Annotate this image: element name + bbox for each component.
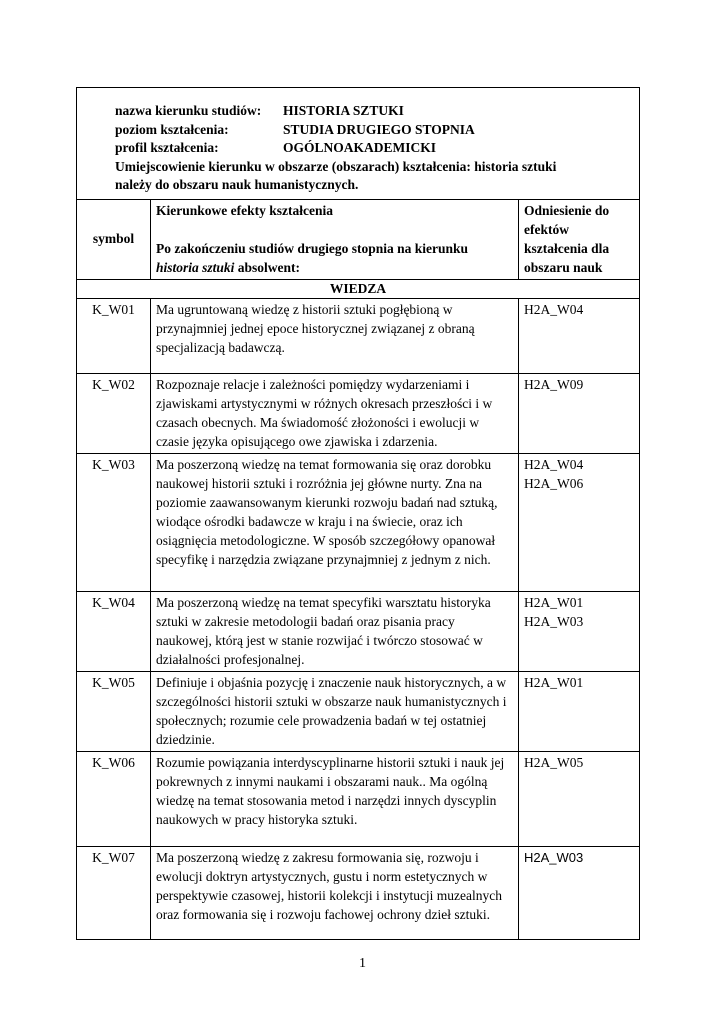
field-of-study-label: nazwa kierunku studiów: [115, 103, 262, 118]
row-symbol: K_W06 [77, 751, 151, 846]
reference-code: H2A_W04 [524, 456, 584, 472]
reference-code: H2A_W09 [524, 376, 584, 392]
symbol-column-header: symbol [77, 199, 151, 279]
learning-outcomes-table [76, 87, 640, 940]
page-number: 1 [359, 956, 366, 971]
row-symbol: K_W01 [77, 298, 151, 373]
reference-code: H2A_W06 [524, 475, 584, 491]
reference-code: H2A_W04 [524, 301, 584, 317]
effects-title: Kierunkowe efekty kształcenia [156, 202, 333, 218]
effects-column-header [151, 199, 519, 279]
header-row [77, 88, 640, 200]
row-symbol: K_W02 [77, 373, 151, 453]
section-row [77, 279, 640, 298]
section-heading: WIEDZA [77, 279, 640, 298]
row-references [519, 751, 640, 846]
row-references [519, 591, 640, 671]
reference-code: H2A_W03 [524, 613, 584, 629]
row-effect-text: Ma poszerzoną wiedzę na temat specyfiki warsztatu historyka sztuki w zakresie metodologii badań oraz pisania pracy naukowej, którą jest w stanie rozwijać i twórczo stosować w działalności profesjonalnej. [151, 591, 519, 671]
row-symbol: K_W03 [77, 453, 151, 591]
reference-code: H2A_W01 [524, 674, 584, 690]
field-of-study-value: HISTORIA SZTUKI [283, 103, 404, 118]
table-row [77, 373, 640, 453]
row-effect-text: Ma ugruntowaną wiedzę z historii sztuki pogłębioną w przynajmniej jednej epoce historycznej związanej z obraną specjalizacją badawczą. [151, 298, 519, 373]
reference-code: H2A_W01 [524, 594, 584, 610]
row-symbol: K_W04 [77, 591, 151, 671]
reference-code: H2A_W03 [524, 849, 584, 865]
row-symbol: K_W07 [77, 846, 151, 939]
study-level-value: STUDIA DRUGIEGO STOPNIA [283, 121, 475, 137]
table-row [77, 453, 640, 591]
row-effect-text: Definiuje i objaśnia pozycję i znaczenie nauk historycznych, a w szczególności historii sztuki w obszarze nauk humanistycznych i społecznych; rozumie cele prowadzenia badań w tej ostatniej dziedzinie. [151, 671, 519, 751]
table-row [77, 298, 640, 373]
column-header-row [77, 199, 640, 279]
effects-intro: Po zakończeniu studiów drugiego stopnia na kierunku historia sztuki absolwent: [156, 240, 469, 275]
placement-line-2: należy do obszaru nauk humanistycznych. [115, 177, 359, 192]
table-row [77, 751, 640, 846]
row-effect-text: Rozpoznaje relacje i zależności pomiędzy wydarzeniami i zjawiskami artystycznymi w różnych okresach przeszłości i w czasach obecnych. Ma świadomość złożoności i ewolucji w czasie języka opisującego owe zjawiska i zdarzenia. [151, 373, 519, 453]
row-effect-text: Ma poszerzoną wiedzę na temat formowania się oraz dorobku naukowej historii sztuki i rozróżnia jej główne nurty. Zna na poziomie zaawansowanym kierunki rozwoju badań nad sztuką, wiodące ośrodki badawcze w kraju i na świecie, oraz ich osiągnięcia metodologiczne. W sposób szczegółowy opanował specyfikę i narzędzia związane przynajmniej z jednym z nich. [151, 453, 519, 591]
placement-line-1: Umiejscowienie kierunku w obszarze (obszarach) kształcenia: historia sztuki [115, 158, 557, 174]
study-level-label: poziom kształcenia: [115, 121, 229, 137]
study-profile-label: profil kształcenia: [115, 140, 219, 155]
row-effect-text: Rozumie powiązania interdyscyplinarne historii sztuki i nauk jej pokrewnych z innymi naukami i obszarami nauk.. Ma ogólną wiedzę na temat stosowania metod i narzędzi innych dyscyplin naukowych w pracy historyka sztuki. [151, 751, 519, 846]
row-references [519, 298, 640, 373]
table-row [77, 591, 640, 671]
reference-column-header: Odniesienie do efektów kształcenia dla obszaru nauk [519, 199, 640, 279]
row-symbol: K_W05 [77, 671, 151, 751]
study-profile-value: OGÓLNOAKADEMICKI [283, 140, 437, 155]
row-effect-text: Ma poszerzoną wiedzę z zakresu formowania się, rozwoju i ewolucji doktryn artystycznych, gustu i norm estetycznych w perspektywie czasowej, historii kolekcji i instytucji muzealnych oraz formowania się i rozwoju fachowej ochrony dzieł sztuki. [151, 846, 519, 939]
row-references [519, 671, 640, 751]
reference-code: H2A_W05 [524, 754, 584, 770]
row-references [519, 373, 640, 453]
table-row [77, 671, 640, 751]
row-references [519, 846, 640, 939]
row-references [519, 453, 640, 591]
table-row [77, 846, 640, 939]
document-header [77, 88, 640, 200]
